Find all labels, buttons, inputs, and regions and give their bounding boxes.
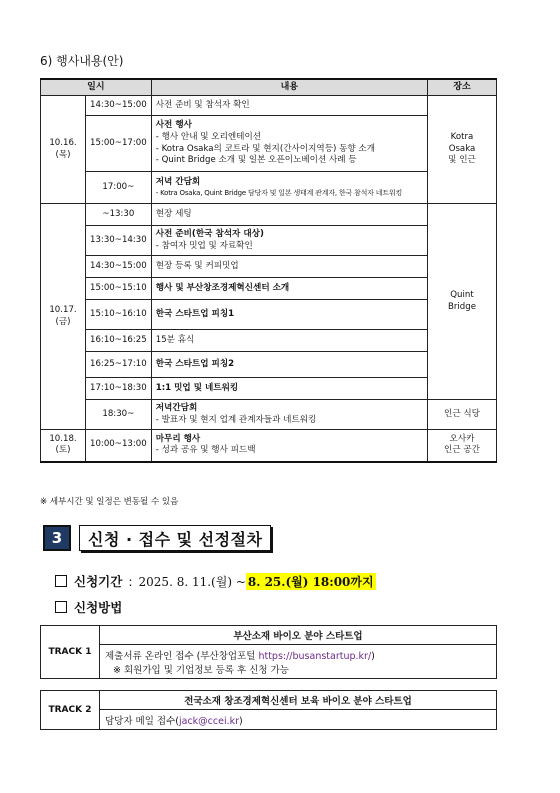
header-datetime: 일시 <box>41 79 152 96</box>
section-number-badge: 3 <box>43 525 71 551</box>
track-header: 전국소재 창조경제혁신센터 보육 바이오 분야 스타트업 <box>100 691 497 710</box>
table-row <box>41 204 497 226</box>
place-cell: 인근 식당 <box>428 400 497 430</box>
content-cell: 행사 및 부산창조경제혁신센터 소개 <box>151 278 427 300</box>
email-link[interactable]: jack@ccei.kr <box>179 715 240 727</box>
period-start: 2025. 8. 11.(월) ~ <box>138 574 246 589</box>
content-cell: 마무리 행사 - 성과 공유 및 행사 피드백 <box>151 430 427 462</box>
content-cell: 현장 세팅 <box>151 204 427 226</box>
time-cell: 16:25~17:10 <box>86 352 152 378</box>
place-cell: Quint Bridge <box>428 204 497 400</box>
track-header: 부산소재 바이오 분야 스타트업 <box>100 626 497 645</box>
application-method <box>55 598 122 616</box>
content-cell: 1:1 밋업 및 네트워킹 <box>151 378 427 400</box>
method-label: 신청방법 <box>74 600 123 615</box>
schedule-note: ※ 세부시간 및 일정은 변동될 수 있음 <box>40 497 179 507</box>
content-cell: 한국 스타트업 피칭1 <box>151 300 427 330</box>
checkbox-square-icon <box>55 601 67 613</box>
header-content: 내용 <box>151 79 427 96</box>
content-cell: 사전 준비 및 참석자 확인 <box>151 96 427 116</box>
content-cell: 현장 등록 및 커피밋업 <box>151 256 427 278</box>
time-cell: 16:10~16:25 <box>86 330 152 352</box>
section-title: 신청 · 접수 및 선정절차 <box>79 525 271 551</box>
portal-link[interactable]: https://busanstartup.kr/ <box>258 650 372 662</box>
place-cell: 오사카 인근 공간 <box>428 430 497 462</box>
checkbox-square-icon <box>55 575 67 587</box>
content-cell: 저녁 간담회 - Kotra Osaka, Quint Bridge 담당자 및 일본 생태계 관계자, 한국 참석자 네트워킹 <box>151 172 427 204</box>
table-row <box>41 400 497 430</box>
date-cell: 10.18. (토) <box>41 430 86 462</box>
time-cell: 18:30~ <box>86 400 152 430</box>
time-cell: 10:00~13:00 <box>86 430 152 462</box>
track2-table <box>40 690 497 730</box>
track-line: 제출서류 온라인 접수 (부산창업포털 https://busanstartup.kr/) <box>105 650 375 662</box>
time-cell: 15:10~16:10 <box>86 300 152 330</box>
header-place: 장소 <box>428 79 497 96</box>
track-note: ※ 회원가입 및 기업정보 등록 후 신청 가능 <box>113 664 289 676</box>
time-cell: 17:00~ <box>86 172 152 204</box>
section6-heading: 6) 행사내용(안) <box>40 54 124 68</box>
date-cell: 10.16. (목) <box>41 96 86 204</box>
time-cell: 15:00~17:00 <box>86 116 152 172</box>
time-cell: ~13:30 <box>86 204 152 226</box>
application-period <box>55 572 376 590</box>
section3-heading <box>43 525 271 551</box>
content-cell: 15분 휴식 <box>151 330 427 352</box>
time-cell: 13:30~14:30 <box>86 226 152 256</box>
period-deadline: 8. 25.(월) 18:00까지 <box>247 574 374 589</box>
schedule-table <box>40 78 497 463</box>
period-colon: : <box>128 573 133 589</box>
content-cell: 사전 준비(한국 참석자 대상) - 참여자 밋업 및 자료확인 <box>151 226 427 256</box>
table-row <box>41 430 497 462</box>
date-cell: 10.17. (금) <box>41 204 86 430</box>
table-row <box>41 96 497 116</box>
track-details: 담당자 메일 접수(jack@ccei.kr) <box>100 710 497 730</box>
time-cell: 15:00~15:10 <box>86 278 152 300</box>
period-label: 신청기간 <box>74 574 123 589</box>
content-cell: 사전 행사 - 행사 안내 및 오리엔테이션 - Kotra Osaka의 코트라 및 현지(간사이지역등) 동향 소개 - Quint Bridge 소개 및 일본 오픈이노베이션 사례 등 <box>151 116 427 172</box>
time-cell: 14:30~15:00 <box>86 256 152 278</box>
content-cell: 한국 스타트업 피칭2 <box>151 352 427 378</box>
place-cell: Kotra Osaka 및 인근 <box>428 96 497 204</box>
track-details <box>100 645 497 679</box>
track-label: TRACK 2 <box>41 691 100 730</box>
track1-table <box>40 625 497 679</box>
time-cell: 17:10~18:30 <box>86 378 152 400</box>
track-label: TRACK 1 <box>41 626 100 679</box>
time-cell: 14:30~15:00 <box>86 96 152 116</box>
content-cell: 저녁간담회 - 발표자 및 현지 업계 관계자들과 네트워킹 <box>151 400 427 430</box>
